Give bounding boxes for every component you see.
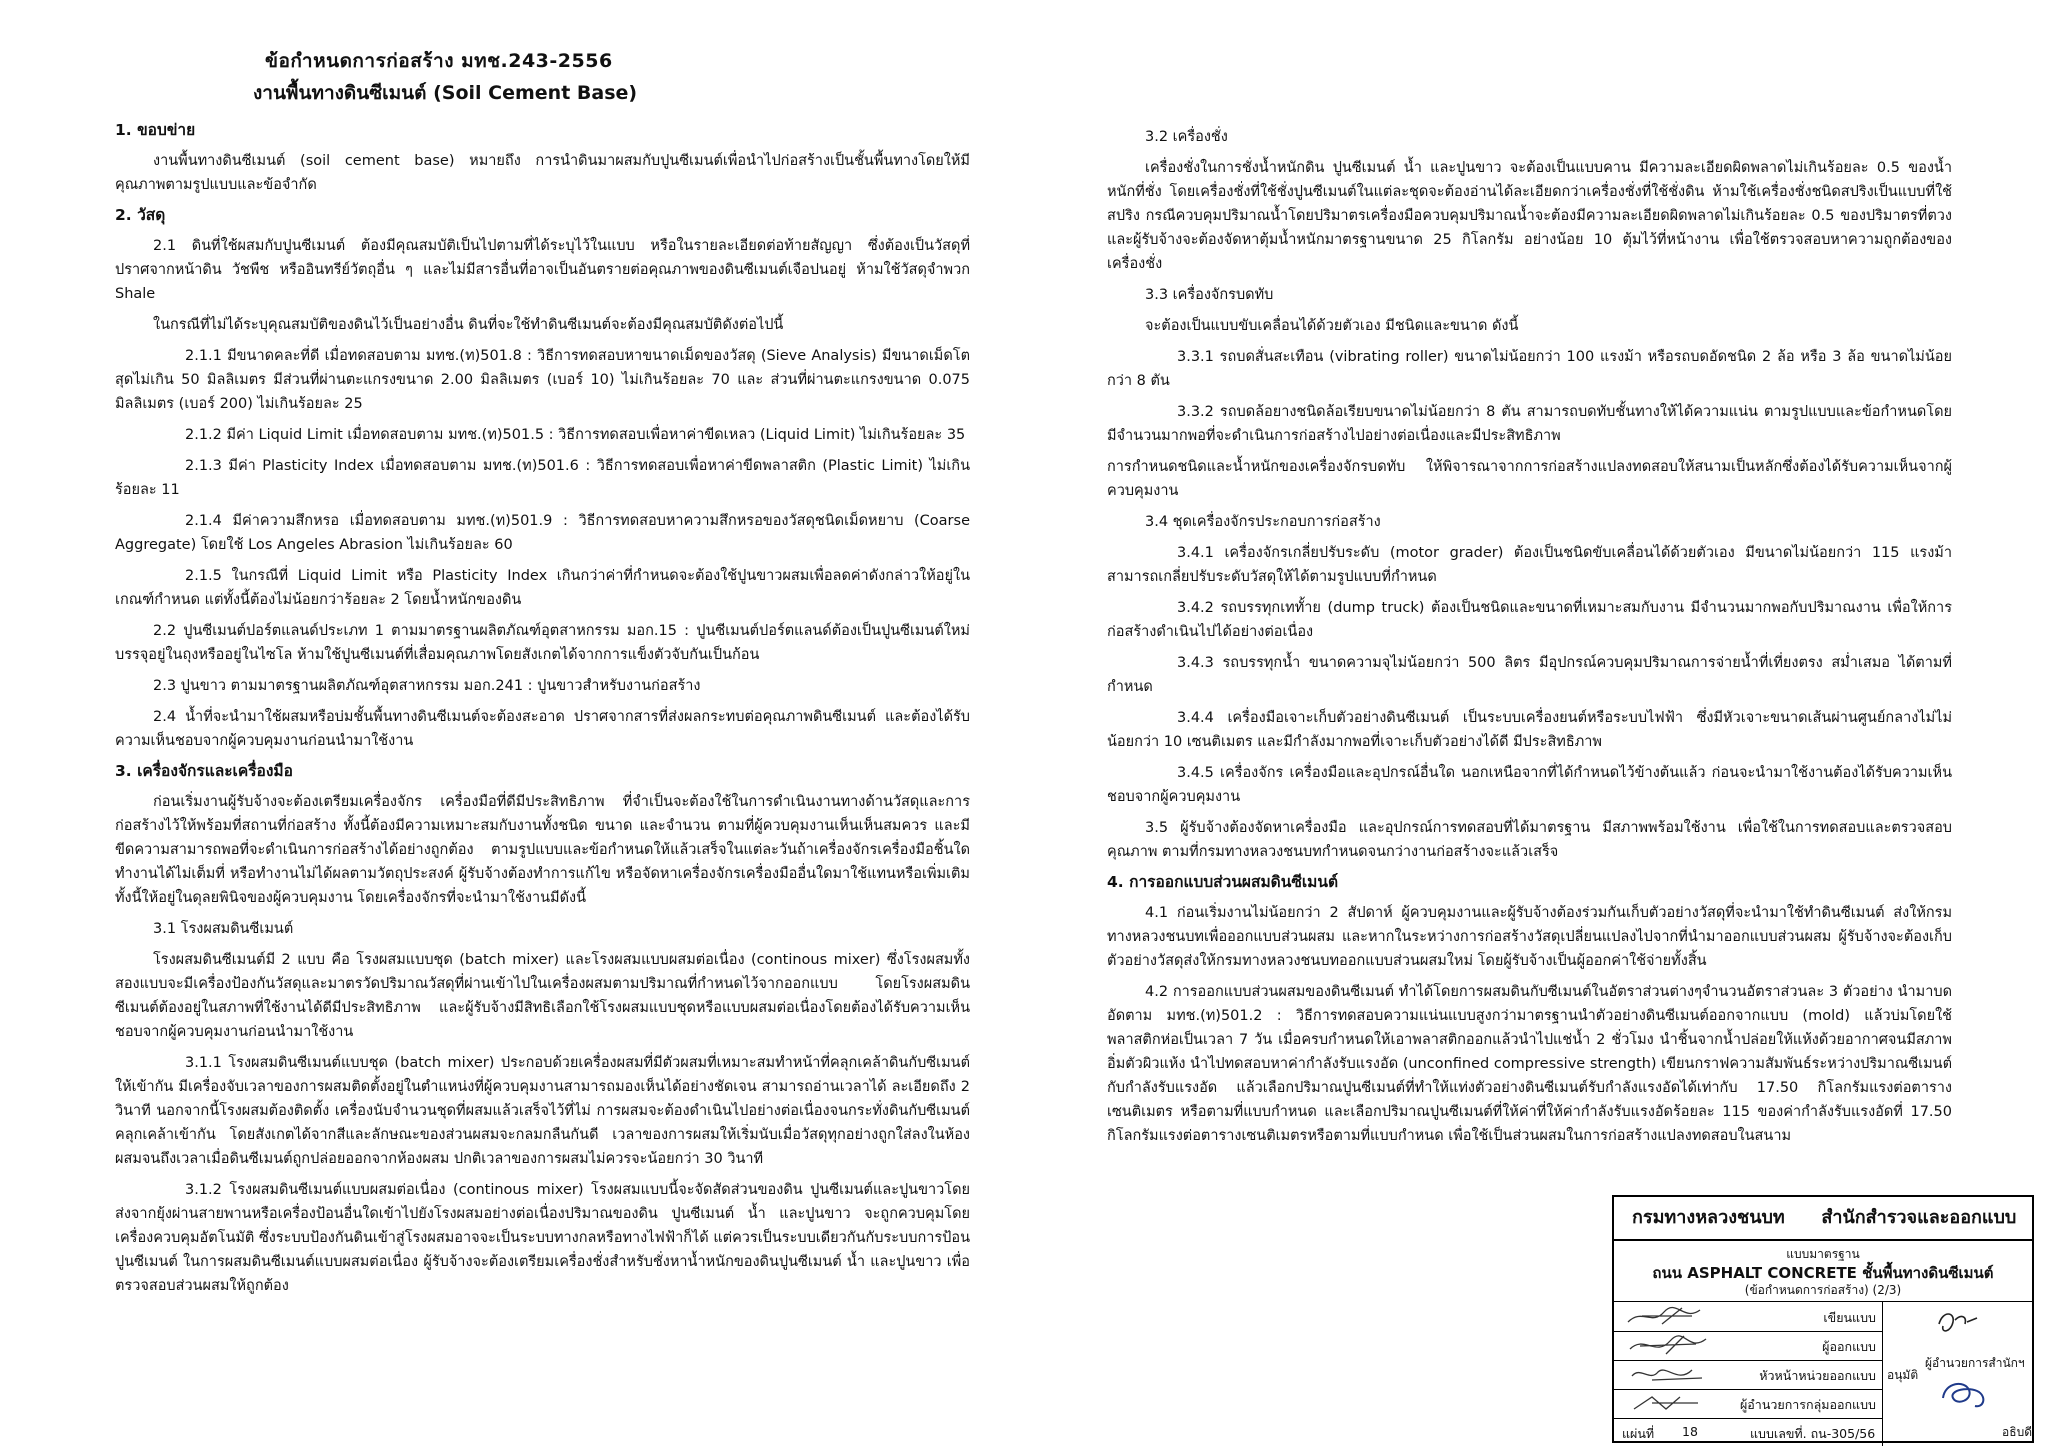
paragraph: 4.1 ก่อนเริ่มงานไม่น้อยกว่า 2 สัปดาห์ ผู้ควบคุมงานและผู้รับจ้างต้องร่วมกันเก็บตัวอย่างวัสดุที่จะนำมาใช้ทำดินซีเมนต์ ส่งให้กรมทางหลวงชนบทเพื่อออกแบบส่วนผสม และหากในระหว่างการก่อสร้างวัสดุเปลี่ยนแปลงไปจากที่นำมาออกแบบส่วนผสม ผู้รับจ้างจะต้องเก็บตัวอย่างวัสดุส่งให้กรมทางหลวงชนบทออกแบบส่วนผสมใหม่ โดยผู้รับจ้างเป็นผู้ออกค่าใช้จ่ายทั้งสิ้น [1107,905,1952,969]
paragraph: จะต้องเป็นแบบขับเคลื่อนได้ด้วยตัวเอง มีชนิดและขนาด ดังนี้ [1145,318,1519,334]
paragraph: 2.1.1 มีขนาดคละที่ดี เมื่อทดสอบตาม มทช.(ท)501.8 : วิธีการทดสอบหาขนาดเม็ดของวัสดุ (Sieve Analysis) มีขนาดเม็ดโตสุดไม่เกิน 50 มิลลิเมตร มีส่วนที่ผ่านตะแกรงขนาด 2.00 มิลลิเมตร (เบอร์ 10) ไม่เกินร้อยละ 70 และ ส่วนที่ผ่านตะแกรงขนาด 0.075 มิลลิเมตร (เบอร์ 200) ไม่เกินร้อยละ 25 [115,348,970,412]
role-drafter: เขียนแบบ [1823,1310,1876,1325]
chief-signature [1935,1376,1995,1416]
title-block-footer [1614,1418,1883,1445]
section-heading: 3. เครื่องจักรและเครื่องมือ [115,762,293,780]
document-title: ข้อกำหนดการก่อสร้าง มทช.243-2556 [265,50,613,72]
paragraph: การกำหนดชนิดและน้ำหนักของเครื่องจักรบดทับ ให้พิจารณาจากการก่อสร้างแปลงทดสอบให้สนามเป็นหลักซึ่งต้องได้รับความเห็นจากผู้ควบคุมงาน [1107,459,1952,499]
approval-area [1883,1302,2036,1446]
role-group-director: ผู้อำนวยการกลุ่มออกแบบ [1739,1397,1876,1412]
signature-grid [1614,1301,2032,1446]
paragraph: โรงผสมดินซีเมนต์มี 2 แบบ คือ โรงผสมแบบชุด (batch mixer) และโรงผสมแบบผสมต่อเนื่อง (continous mixer) ซึ่งโรงผสมทั้งสองแบบจะมีเครื่องป้องกันวัสดุและมาตรวัดปริมาณวัสดุที่ผ่านเข้าไปในเครื่องผสมตามปริมาณที่กำหนดไว้จากออกแบบ โดยโรงผสมดินซีเมนต์ต้องอยู่ในสภาพที่ใช้งานได้ดีมีประสิทธิภาพ และผู้รับจ้างมีสิทธิเลือกใช้โรงผสมแบบชุดหรือแบบผสมต่อเนื่องโดยต้องได้รับความเห็นชอบจากผู้ควบคุมงานก่อนนำมาใช้งาน [115,952,970,1040]
title-block-agency-row [1614,1197,2032,1241]
role-unit-head: หัวหน้าหน่วยออกแบบ [1759,1368,1876,1383]
paragraph: 3.4.5 เครื่องจักร เครื่องมือและอุปกรณ์อื่นใด นอกเหนือจากที่ได้กำหนดไว้ข้างต้นแล้ว ก่อนจะนำมาใช้งานต้องได้รับความเห็นชอบจากผู้ควบคุมงาน [1107,765,1952,805]
signature-row-group-director [1614,1389,1882,1419]
drawing-number: แบบเลขที่. ถน-305/56 [1750,1426,1876,1441]
title-block [1612,1195,2034,1443]
sheet-label: แผ่นที่ [1622,1426,1655,1441]
agency-name: กรมทางหลวงชนบท [1632,1207,1785,1228]
paragraph: 2.1.4 มีค่าความสึกหรอ เมื่อทดสอบตาม มทช.(ท)501.9 : วิธีการทดสอบหาความสึกหรอของวัสดุชนิดเม็ดหยาบ (Coarse Aggregate) โดยใช้ Los Angeles Abrasion ไม่เกินร้อยละ 60 [115,513,970,553]
director-label: ผู้อำนวยการสำนักฯ [1925,1356,2025,1370]
section-heading: 1. ขอบข่าย [115,121,196,139]
signature-row-unit-head [1614,1360,1882,1390]
section-heading: 2. วัสดุ [115,206,166,224]
signature-scribble [1622,1391,1734,1415]
document-subtitle: งานพื้นทางดินซีเมนต์ (Soil Cement Base) [253,82,638,104]
approve-label: อนุมัติ [1887,1368,1919,1382]
paragraph: 3.3 เครื่องจักรบดทับ [1145,287,1274,303]
paragraph: 2.2 ปูนซีเมนต์ปอร์ตแลนด์ประเภท 1 ตามมาตรฐานผลิตภัณฑ์อุตสาหกรรม มอก.15 : ปูนซีเมนต์ปอร์ตแลนด์ต้องเป็นปูนซีเมนต์ใหม่บรรจุอยู่ในถุงหรืออยู่ในไซโล ห้ามใช้ปูนซีเมนต์ที่เสื่อมคุณภาพโดยสังเกตได้จากการแข็งตัวจับกันเป็นก้อน [115,623,970,663]
paragraph: ก่อนเริ่มงานผู้รับจ้างจะต้องเตรียมเครื่องจักร เครื่องมือที่ดีมีประสิทธิภาพ ที่จำเป็นจะต้องใช้ในการดำเนินงานทางด้านวัสดุและการก่อสร้างไว้ให้พร้อมที่สถานที่ก่อสร้าง ทั้งนี้ต้องมีความเหมาะสมกับงานทั้งชนิด ขนาด และจำนวน ตามที่ผู้ควบคุมงานเห็นเห็นสมควร และมีขีดความสามารถพอที่จะดำเนินการก่อสร้างได้อย่างถูกต้อง ตามรูปแบบและข้อกำหนดให้แล้วเสร็จในแต่ละวันถ้าเครื่องจักรเครื่องมือชิ้นใดทำงานได้ไม่เต็มที่ หรือทำงานไม่ได้ผลตามวัตถุประสงค์ ผู้รับจ้างต้องทำการแก้ไข หรือจัดหาเครื่องจักรเครื่องมืออื่นใดมาใช้แทนหรือเพิ่มเติม ทั้งนี้ให้อยู่ในดุลยพินิจของผู้ควบคุมงาน โดยเครื่องจักรที่จะนำมาใช้งานมีดังนี้ [115,794,970,906]
signature-row-designer [1614,1331,1882,1361]
signature-row-drafter [1614,1302,1882,1332]
role-designer: ผู้ออกแบบ [1822,1339,1876,1354]
left-column [115,112,970,1298]
sheet-description: (ข้อกำหนดการก่อสร้าง) (2/3) [1744,1283,1902,1297]
sheet-number: 18 [1682,1424,1698,1439]
paragraph: 2.1.2 มีค่า Liquid Limit เมื่อทดสอบตาม มทช.(ท)501.5 : วิธีการทดสอบเพื่อหาค่าขีดเหลว (Liquid Limit) ไม่เกินร้อยละ 35 [185,427,966,443]
paragraph: 3.4.1 เครื่องจักรเกลี่ยปรับระดับ (motor grader) ต้องเป็นชนิดขับเคลื่อนได้ด้วยตัวเอง มีขนาดไม่น้อยกว่า 115 แรงม้าสามารถเกลี่ยปรับระดับวัสดุให้ได้ตามรูปแบบที่กำหนด [1107,545,1952,585]
paragraph: 4.2 การออกแบบส่วนผสมของดินซีเมนต์ ทำได้โดยการผสมดินกับซีเมนต์ในอัตราส่วนต่างๆจำนวนอัตราส่วนละ 3 ตัวอย่าง นำมาบดอัดตาม มทช.(ท)501.2 : วิธีการทดสอบความแน่นแบบสูงกว่ามาตรฐานนำตัวอย่างดินซีเมนต์ออกจากแบบ (mold) แล้วบ่มโดยใช้พลาสติกห่อเป็นเวลา 7 วัน เมื่อครบกำหนดให้เอาพลาสติกออกแล้วนำไปแช่น้ำ 2 ชั่วโมง นำชิ้นจากน้ำปล่อยให้แห้งด้วยอากาศจนมีสภาพอิ่มตัวผิวแห้ง นำไปทดสอบหาค่ากำลังรับแรงอัด (unconfined compressive strength) เขียนกราฟความสัมพันธ์ระหว่างปริมาณซีเมนต์กับกำลังรับแรงอัด แล้วเลือกปริมาณปูนซีเมนต์ที่ทำให้แท่งตัวอย่างดินซีเมนต์รับกำลังแรงอัดได้เท่ากับ 17.50 กิโลกรัมแรงต่อตารางเซนติเมตร หรือตามที่แบบกำหนด และเลือกปริมาณปูนซีเมนต์ที่ให้ค่าที่ให้ค่ากำลังรับแรงอัดร้อยละ 115 ของค่ากำลังรับแรงอัดที่ 17.50 กิโลกรัมแรงต่อตารางเซนติเมตรหรือตามที่แบบกำหนด เพื่อใช้เป็นส่วนผสมในการก่อสร้างแปลงทดสอบในสนาม [1107,984,1953,1144]
paragraph: งานพื้นทางดินซีเมนต์ (soil cement base) หมายถึง การนำดินมาผสมกับปูนซีเมนต์เพื่อนำไปก่อสร้างเป็นชั้นพื้นทางโดยให้มีคุณภาพตามรูปแบบและข้อจำกัด [115,153,970,193]
paragraph: 3.4.2 รถบรรทุกเททั้าย (dump truck) ต้องเป็นชนิดและขนาดที่เหมาะสมกับงาน มีจำนวนมากพอกับปริมาณงาน เพื่อให้การก่อสร้างดำเนินไปได้อย่างต่อเนื่อง [1107,600,1952,640]
right-column [1107,118,1952,1148]
paragraph: 2.1.3 มีค่า Plasticity Index เมื่อทดสอบตาม มทช.(ท)501.6 : วิธีการทดสอบเพื่อหาค่าขีดพลาสติก (Plastic Limit) ไม่เกินร้อยละ 11 [115,458,970,498]
paragraph: 3.4 ชุดเครื่องจักรประกอบการก่อสร้าง [1145,514,1381,530]
paragraph: 3.5 ผู้รับจ้างต้องจัดหาเครื่องมือ และอุปกรณ์การทดสอบที่ได้มาตรฐาน มีสภาพพร้อมใช้งาน เพื่อใช้ในการทดสอบและตรวจสอบคุณภาพ ตามที่กรมทางหลวงชนบทกำหนดจนกว่างานก่อสร้างจะแล้วเสร็จ [1107,820,1952,860]
paragraph: 3.1.2 โรงผสมดินซีเมนต์แบบผสมต่อเนื่อง (continous mixer) โรงผสมแบบนี้จะจัดสัดส่วนของดิน ปูนซีเมนต์และปูนขาวโดยส่งจากยุ้งผ่านสายพานหรือเครื่องป้อนอื่นใดเข้าไปยังโรงผสมอย่างต่อเนื่องปริมาณของดิน ปูนซีเมนต์ น้ำ และปูนขาว จะถูกควบคุมโดยเครื่องควบคุมอัตโนมัติ ซึ่งระบบป้องกันดินเข้าสู่โรงผสมอาจจะเป็นระบบทางกลหรือทางไฟฟ้าก็ได้ แต่ควรเป็นระบบเดียวกันกับระบบการป้อนปูนซีเมนต์ ในการผสมดินซีเมนต์แบบผสมต่อเนื่อง ผู้รับจ้างจะต้องเตรียมเครื่องชั่งสำหรับชั่งหาน้ำหนักของดินปูนซีเมนต์ น้ำ และปูนขาว เพื่อตรวจสอบส่วนผสมให้ถูกต้อง [115,1182,970,1294]
paragraph: ในกรณีที่ไม่ได้ระบุคุณสมบัติของดินไว้เป็นอย่างอื่น ดินที่จะใช้ทำดินซีเมนต์จะต้องมีคุณสมบัติดังต่อไปนี้ [153,317,784,333]
paragraph: 3.3.2 รถบดล้อยางชนิดล้อเรียบขนาดไม่น้อยกว่า 8 ตัน สามารถบดทับชั้นทางให้ได้ความแน่น ตามรูปแบบและข้อกำหนดโดยมีจำนวนมากพอที่จะดำเนินการก่อสร้างไปอย่างต่อเนื่องและมีประสิทธิภาพ [1107,404,1952,444]
chief-label: อธิบดี [2002,1425,2032,1439]
paragraph: 3.4.4 เครื่องมือเจาะเก็บตัวอย่างดินซีเมนต์ เป็นระบบเครื่องยนต์หรือระบบไฟฟ้า ซึ่งมีหัวเจาะขนาดเส้นผ่านศูนย์กลางไม่ไม่น้อยกว่า 10 เซนติเมตร และมีกำลังมากพอที่เจาะเก็บตัวอย่างได้ดี มีประสิทธิภาพ [1107,710,1952,750]
paragraph: 3.1.1 โรงผสมดินซีเมนต์แบบชุด (batch mixer) ประกอบด้วยเครื่องผสมที่มีตัวผสมที่เหมาะสมทำหน้าที่คลุกเคล้าดินกับซีเมนต์ให้เข้ากัน มีเครื่องจับเวลาของการผสมติดตั้งอยู่ในตำแหน่งที่ผู้ควบคุมงานสามารถมองเห็นได้อย่างชัดเจน สามารถอ่านเวลาได้ ละเอียดถึง 2 วินาที นอกจากนี้โรงผสมต้องติดตั้ง เครื่องนับจำนวนชุดที่ผสมแล้วเสร็จไว้ที่ไม่ การผสมจะต้องดำเนินไปอย่างต่อเนื่องจนกระทั่งดินกับซีเมนต์คลุกเคล้าเข้ากัน โดยสังเกตได้จากสีและลักษณะของส่วนผสมจะกลมกลืนกันดี เวลาของการผสมให้เริ่มนับเมื่อวัสดุทุกอย่างถูกใส่ลงในห้องผสมจนถึงเวลาเมื่อดินซีเมนต์ถูกปล่อยออกจากห้องผสม ปกติเวลาของการผสมไม่ควรจะน้อยกว่า 30 วินาที [115,1055,970,1167]
bureau-name: สำนักสำรวจและออกแบบ [1821,1207,2017,1228]
section-heading: 4. การออกแบบส่วนผสมดินซีเมนต์ [1107,873,1339,891]
drawing-name: ถนน ASPHALT CONCRETE ชั้นพื้นทางดินซีเมนต์ [1652,1264,1994,1282]
paragraph: 3.1 โรงผสมดินซีเมนต์ [153,921,294,937]
signature-scribble [1622,1304,1734,1328]
paragraph: เครื่องชั่งในการชั่งน้ำหนักดิน ปูนซีเมนต์ น้ำ และปูนขาว จะต้องเป็นแบบคาน มีความละเอียดผิดพลาดไม่เกินร้อยละ 0.5 ของน้ำหนักที่ชั่ง โดยเครื่องชั่งที่ใช้ชั่งปูนซีเมนต์ในแต่ละชุดจะต้องอ่านได้ละเอียดกว่าเครื่องชั่งที่ใช้ชั่งดิน ห้ามใช้เครื่องชั่งชนิดสปริงเป็นแบบที่ใช้สปริง กรณีควบคุมปริมาณน้ำโดยปริมาตรเครื่องมือควบคุมปริมาณน้ำจะต้องมีความละเอียดผิดพลาดไม่เกินร้อยละ 0.5 ของปริมาตรที่ตวง และผู้รับจ้างจะต้องจัดหาตุ้มน้ำหนักมาตรฐานขนาด 25 กิโลกรัม อย่างน้อย 10 ตุ้มไว้ที่หน้างาน เพื่อใช้ตรวจสอบหาความถูกต้องของเครื่องชั่ง [1107,160,1952,272]
director-signature [1933,1306,1981,1340]
signature-scribble [1622,1362,1734,1386]
paragraph: 2.3 ปูนขาว ตามมาตรฐานผลิตภัณฑ์อุตสาหกรรม มอก.241 : ปูนขาวสำหรับงานก่อสร้าง [153,678,701,694]
paragraph: 2.1 ดินที่ใช้ผสมกับปูนซีเมนต์ ต้องมีคุณสมบัติเป็นไปตามที่ได้ระบุไว้ในแบบ หรือในรายละเอียดต่อท้ายสัญญา ซึ่งต้องเป็นวัสดุที่ปราศจากหน้าดิน วัชพืช หรืออินทรีย์วัตถุอื่น ๆ และไม่มีสารอื่นที่อาจเป็นอันตรายต่อคุณภาพของดินซีเมนต์เจือปนอยู่ ห้ามใช้วัสดุจำพวก Shale [115,238,970,302]
signature-scribble [1622,1333,1734,1357]
paragraph: 2.4 น้ำที่จะนำมาใช้ผสมหรือบ่มชั้นพื้นทางดินซีเมนต์จะต้องสะอาด ปราศจากสารที่ส่งผลกระทบต่อคุณภาพดินซีเมนต์ และต้องได้รับความเห็นชอบจากผู้ควบคุมงานก่อนนำมาใช้งาน [115,709,970,749]
paragraph: 2.1.5 ในกรณีที่ Liquid Limit หรือ Plasticity Index เกินกว่าค่าที่กำหนดจะต้องใช้ปูนขาวผสมเพื่อลดค่าดังกล่าวให้อยู่ในเกณฑ์กำหนด แต่ทั้งนี้ต้องไม่น้อยกว่าร้อยละ 2 โดยน้ำหนักของดิน [115,568,970,608]
paragraph: 3.3.1 รถบดสั่นสะเทือน (vibrating roller) ขนาดไม่น้อยกว่า 100 แรงม้า หรือรถบดอัดชนิด 2 ล้อ หรือ 3 ล้อ ขนาดไม่น้อยกว่า 8 ตัน [1107,349,1952,389]
paragraph: 3.2 เครื่องชั่ง [1145,129,1228,145]
standard-label: แบบมาตรฐาน [1786,1247,1860,1261]
paragraph: 3.4.3 รถบรรทุกน้ำ ขนาดความจุไม่น้อยกว่า 500 ลิตร มีอุปกรณ์ควบคุมปริมาณการจ่ายน้ำที่เที่ยงตรง สม่ำเสมอ ได้ตามที่กำหนด [1107,655,1952,695]
